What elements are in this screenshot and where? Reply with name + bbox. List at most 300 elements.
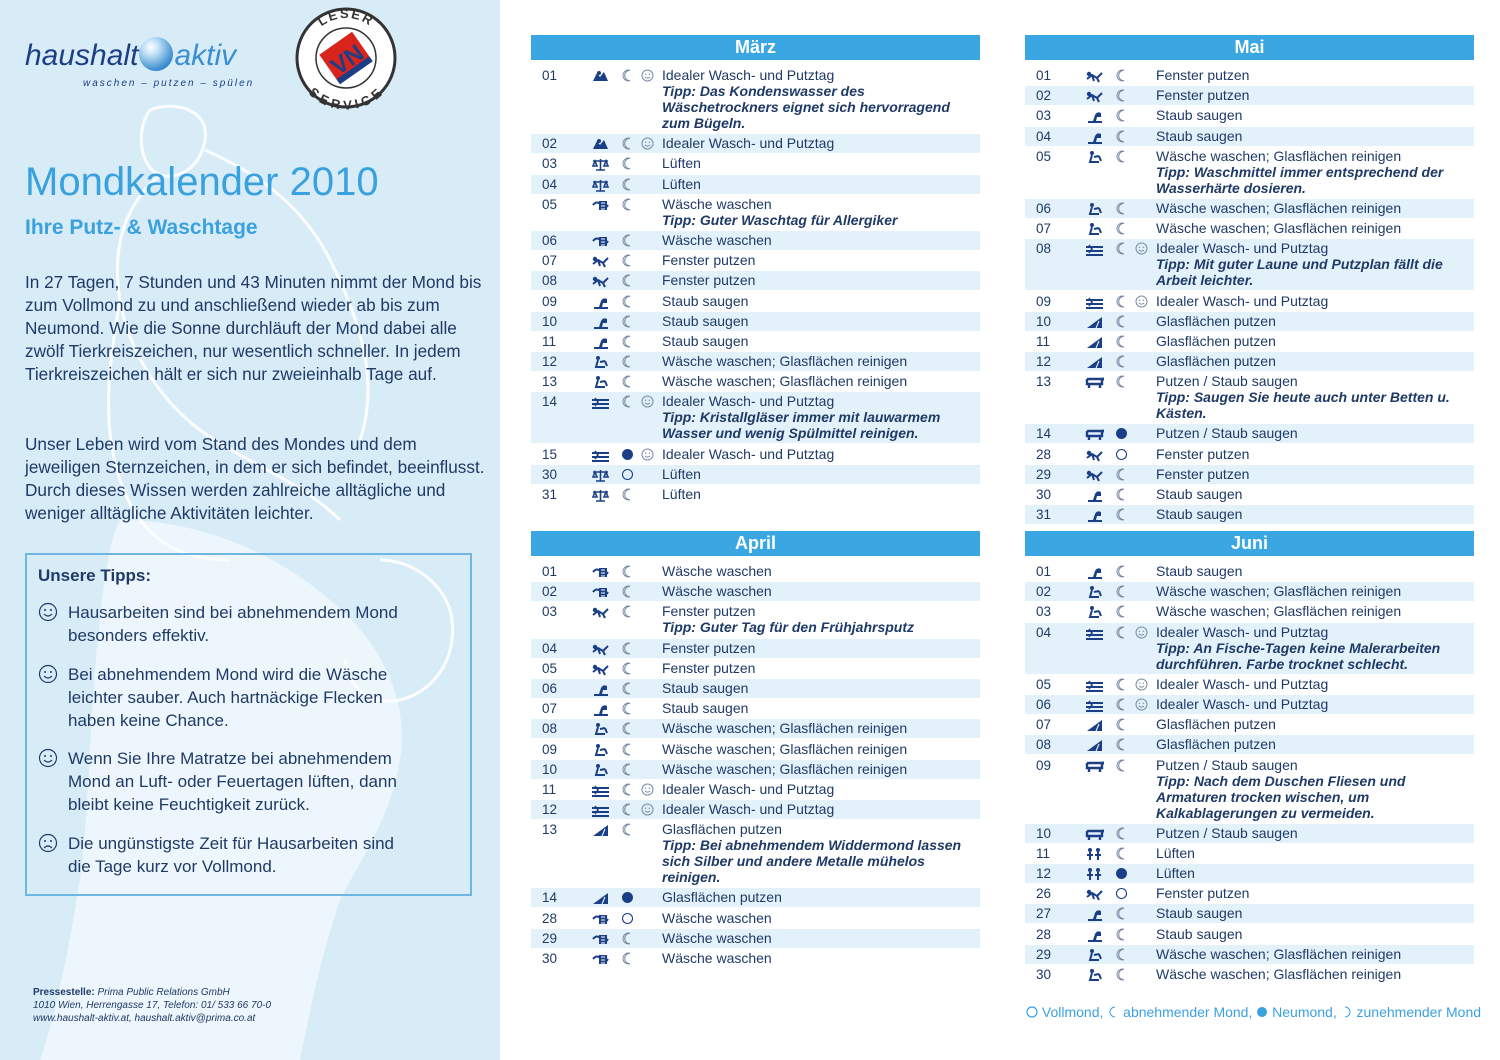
calendar-row <box>1025 756 1474 823</box>
waxing-moon-icon <box>1341 1006 1353 1018</box>
happy-face-icon <box>1135 242 1148 255</box>
happy-face-icon <box>641 783 654 796</box>
calendar-row <box>1025 86 1474 105</box>
happy-face-icon <box>641 803 654 816</box>
month-table-mai <box>1025 35 1474 525</box>
calendar-row <box>531 740 980 759</box>
loewe-zodiac-icon <box>591 682 610 696</box>
tip-item <box>38 601 418 647</box>
day-number: 04 <box>542 176 558 192</box>
steinbock-zodiac-icon <box>591 823 610 837</box>
full-moon-icon <box>1115 887 1128 900</box>
happy-face-icon <box>38 748 58 768</box>
waning-moon-icon <box>1115 678 1128 691</box>
day-number: 10 <box>542 761 558 777</box>
day-number: 03 <box>1036 604 1052 620</box>
calendar-row <box>531 231 980 250</box>
stier-zodiac-icon <box>591 137 610 151</box>
day-number: 05 <box>542 196 558 212</box>
calendar-row <box>531 719 980 738</box>
wassermann-zodiac-icon <box>1085 222 1104 236</box>
task-text: Lüften <box>662 155 701 172</box>
task-text: Fenster putzen <box>1156 885 1250 902</box>
day-number: 04 <box>1036 624 1052 640</box>
tip-text: Tipp: Waschmittel immer entsprechend der Wasserhärte dosieren. <box>1156 163 1444 196</box>
full-moon-icon <box>621 468 634 481</box>
wassermann-zodiac-icon <box>591 375 610 389</box>
month-rows <box>1025 562 1474 984</box>
day-number: 15 <box>542 446 558 462</box>
day-number: 28 <box>1036 926 1052 942</box>
waning-moon-icon <box>1115 605 1128 618</box>
loewe-zodiac-icon <box>1085 488 1104 502</box>
task-text: Lüften <box>1156 844 1195 861</box>
zwillinge-zodiac-icon <box>1085 867 1104 881</box>
tip-item <box>38 832 418 878</box>
fische-zodiac-icon <box>591 395 610 409</box>
tip-item <box>38 663 418 732</box>
krebs-zodiac-icon <box>591 565 610 579</box>
calendar-row <box>531 445 980 464</box>
waning-moon-icon <box>1115 375 1128 388</box>
waning-moon-icon <box>1115 109 1128 122</box>
waning-moon-icon <box>1115 718 1128 731</box>
waning-moon-icon <box>621 198 634 211</box>
waning-moon-icon <box>1115 759 1128 772</box>
task-text: Glasflächen putzen <box>1156 332 1276 349</box>
wassermann-zodiac-icon <box>591 763 610 777</box>
widder-zodiac-icon <box>1085 887 1104 901</box>
wassermann-zodiac-icon <box>1085 605 1104 619</box>
krebs-zodiac-icon <box>591 952 610 966</box>
stamp-text-top: LESER <box>314 6 377 29</box>
calendar-row <box>531 582 980 601</box>
widder-zodiac-icon <box>1085 448 1104 462</box>
loewe-zodiac-icon <box>591 315 610 329</box>
task-text: Fenster putzen <box>662 252 756 269</box>
day-number: 03 <box>542 604 558 620</box>
task-text: Staub saugen <box>1156 486 1243 502</box>
calendar-row <box>531 271 980 290</box>
task-text: Putzen / Staub saugen <box>1156 824 1298 841</box>
fische-zodiac-icon <box>591 783 610 797</box>
task-text: Wäsche waschen <box>662 583 772 600</box>
day-number: 10 <box>1036 825 1052 841</box>
calendar-row <box>1025 602 1474 621</box>
task-text: Wäsche waschen; Glasflächen reinigen <box>662 720 908 737</box>
waning-moon-icon <box>621 682 634 695</box>
jungfrau-zodiac-icon <box>1085 427 1104 441</box>
waning-moon-icon <box>621 823 634 836</box>
day-number: 08 <box>542 273 558 289</box>
sad-face-icon <box>38 833 58 853</box>
waning-moon-icon <box>1115 827 1128 840</box>
calendar-row <box>1025 735 1474 754</box>
task-text: Wäsche waschen; Glasflächen reinigen <box>1156 199 1402 216</box>
new-moon-icon <box>1115 867 1128 880</box>
task-text: Idealer Wasch- und Putztag <box>1156 675 1329 692</box>
day-number: 30 <box>542 951 558 966</box>
calendar-row <box>1025 582 1474 601</box>
waning-moon-icon <box>1115 968 1128 981</box>
task-text: Lüften <box>662 486 701 502</box>
new-moon-icon <box>621 891 634 904</box>
task-text: Staub saugen <box>1156 127 1243 144</box>
calendar-row <box>1025 562 1474 581</box>
waning-moon-icon <box>621 743 634 756</box>
task-text: Idealer Wasch- und Putztag <box>1156 292 1329 309</box>
task-text: Idealer Wasch- und Putztag <box>662 393 835 410</box>
steinbock-zodiac-icon <box>1085 315 1104 329</box>
calendar-row <box>1025 239 1474 290</box>
day-number: 10 <box>1036 313 1052 329</box>
tip-text: Tipp: Nach dem Duschen Fliesen und Armaturen trocken wischen, um Kalkablagerungen zu vermeiden. <box>1156 772 1406 821</box>
calendar-row <box>1025 623 1474 674</box>
task-text: Idealer Wasch- und Putztag <box>1156 240 1329 257</box>
legend-full: Vollmond, <box>1041 1004 1104 1020</box>
calendar-row <box>531 485 980 504</box>
day-number: 06 <box>542 232 558 248</box>
wassermann-zodiac-icon <box>1085 948 1104 962</box>
task-text: Glasflächen putzen <box>1156 716 1276 733</box>
press-contact <box>33 986 271 1025</box>
waning-moon-icon <box>621 932 634 945</box>
tips-heading: Unsere Tipps: <box>38 566 152 585</box>
day-number: 07 <box>542 253 558 269</box>
day-number: 11 <box>542 781 557 797</box>
calendar-row <box>531 392 980 443</box>
wassermann-zodiac-icon <box>1085 202 1104 216</box>
waning-moon-icon <box>621 69 634 82</box>
stamp-text-bottom: SERVICE <box>306 84 386 110</box>
task-text: Wäsche waschen; Glasflächen reinigen <box>662 353 908 370</box>
calendar-row <box>1025 199 1474 218</box>
waning-moon-icon <box>621 783 634 796</box>
day-number: 01 <box>1036 68 1052 83</box>
tip-text: Die ungünstigste Zeit für Hausarbeiten sind die Tage kurz vor Vollmond. <box>68 834 395 876</box>
day-number: 01 <box>1036 564 1052 579</box>
waning-moon-icon <box>621 295 634 308</box>
day-number: 11 <box>1036 333 1051 349</box>
task-text: Idealer Wasch- und Putztag <box>662 780 835 797</box>
waning-moon-icon <box>621 803 634 816</box>
day-number: 14 <box>542 394 558 410</box>
month-table-juni <box>1025 531 1474 985</box>
day-number: 07 <box>1036 717 1052 733</box>
waning-moon-icon <box>1115 242 1128 255</box>
task-text: Wäsche waschen; Glasflächen reinigen <box>1156 583 1402 600</box>
waning-moon-icon <box>1115 89 1128 102</box>
stier-zodiac-icon <box>591 69 610 83</box>
waning-moon-icon <box>621 662 634 675</box>
calendar-row <box>1025 485 1474 504</box>
task-text: Fenster putzen <box>662 272 756 289</box>
task-text: Glasflächen putzen <box>662 821 782 838</box>
day-number: 02 <box>1036 88 1052 104</box>
widder-zodiac-icon <box>1085 89 1104 103</box>
calendar-row <box>1025 824 1474 843</box>
task-text: Lüften <box>662 175 701 192</box>
task-text: Wäsche waschen <box>662 929 772 946</box>
happy-face-icon <box>641 448 654 461</box>
waning-moon-icon <box>621 234 634 247</box>
calendar-row <box>531 820 980 887</box>
calendar-row <box>531 312 980 331</box>
day-number: 05 <box>1036 676 1052 692</box>
steinbock-zodiac-icon <box>1085 355 1104 369</box>
waning-moon-icon <box>621 254 634 267</box>
page-subtitle: Ihre Putz- & Waschtage <box>25 216 258 239</box>
krebs-zodiac-icon <box>591 912 610 926</box>
calendar-row <box>531 888 980 907</box>
footer-address: 1010 Wien, Herrengasse 17, Telefon: 01/ 533 66 70-0 <box>33 1000 272 1011</box>
waning-moon-icon <box>621 335 634 348</box>
tip-text: Tipp: An Fische-Tagen keine Malerarbeiten durchführen. Farbe trocknet schlecht. <box>1156 639 1441 672</box>
calendar-row <box>531 602 980 637</box>
task-text: Fenster putzen <box>662 639 756 656</box>
tip-text: Wenn Sie Ihre Matratze bei abnehmendem Mond an Luft- oder Feuertagen lüften, dann bleibt keine Feuchtigkeit zurück. <box>68 749 397 814</box>
day-number: 13 <box>542 822 558 838</box>
waning-moon-icon <box>621 642 634 655</box>
calendar-row <box>531 372 980 391</box>
calendar-row <box>531 562 980 581</box>
brand-name-part2: aktiv <box>174 39 237 72</box>
waning-moon-icon <box>621 702 634 715</box>
tip-text: Tipp: Das Kondenswasser des Wäschetrockners eignet sich hervorragend zum Bügeln. <box>662 83 950 131</box>
waning-moon-icon <box>1115 69 1128 82</box>
waning-moon-icon <box>621 395 634 408</box>
month-table-april <box>531 531 980 969</box>
calendar-row <box>531 909 980 928</box>
task-text: Staub saugen <box>1156 563 1243 579</box>
day-number: 09 <box>542 741 558 757</box>
calendar-row <box>1025 925 1474 944</box>
calendar-row <box>1025 945 1474 964</box>
wassermann-zodiac-icon <box>591 355 610 369</box>
krebs-zodiac-icon <box>591 932 610 946</box>
day-number: 30 <box>542 466 558 482</box>
waning-moon-icon <box>621 585 634 598</box>
month-rows <box>531 562 980 968</box>
waning-moon-icon <box>621 488 634 501</box>
task-text: Wäsche waschen; Glasflächen reinigen <box>1156 945 1402 962</box>
fische-zodiac-icon <box>1085 678 1104 692</box>
task-text: Wäsche waschen; Glasflächen reinigen <box>662 760 908 777</box>
task-text: Fenster putzen <box>1156 87 1250 104</box>
loewe-zodiac-icon <box>1085 109 1104 123</box>
footer-web-email: www.haushalt-aktiv.at, haushalt.aktiv@prima.co.at <box>33 1013 256 1024</box>
krebs-zodiac-icon <box>591 234 610 248</box>
task-text: Fenster putzen <box>662 603 756 620</box>
stamp-center: VN <box>326 39 369 81</box>
task-text: Wäsche waschen; Glasflächen reinigen <box>662 740 908 757</box>
calendar-row <box>1025 312 1474 331</box>
full-moon-icon <box>621 912 634 925</box>
day-number: 07 <box>542 701 558 717</box>
day-number: 11 <box>542 333 557 349</box>
new-moon-icon <box>621 448 634 461</box>
waage-zodiac-icon <box>591 488 610 502</box>
month-rows <box>1025 66 1474 524</box>
day-number: 28 <box>1036 446 1052 462</box>
loewe-zodiac-icon <box>591 335 610 349</box>
waning-moon-icon <box>1115 585 1128 598</box>
calendar-row <box>1025 424 1474 443</box>
zwillinge-zodiac-icon <box>1085 847 1104 861</box>
task-text: Idealer Wasch- und Putztag <box>662 67 835 83</box>
happy-face-icon <box>38 602 58 622</box>
waage-zodiac-icon <box>591 178 610 192</box>
krebs-zodiac-icon <box>591 198 610 212</box>
waning-moon-icon <box>1115 335 1128 348</box>
calendar-row <box>531 195 980 230</box>
tips-box <box>25 553 472 896</box>
tip-text: Tipp: Guter Tag für den Frühjahrsputz <box>662 619 914 636</box>
day-number: 02 <box>542 136 558 152</box>
waning-moon-icon <box>621 375 634 388</box>
calendar-row <box>1025 352 1474 371</box>
widder-zodiac-icon <box>591 662 610 676</box>
calendar-row <box>531 639 980 658</box>
task-text: Glasflächen putzen <box>1156 353 1276 370</box>
loewe-zodiac-icon <box>1085 130 1104 144</box>
month-header: Mai <box>1025 35 1474 60</box>
task-text: Fenster putzen <box>1156 445 1250 462</box>
calendar-row <box>1025 715 1474 734</box>
calendar-row <box>1025 675 1474 694</box>
waning-moon-icon <box>1115 508 1128 521</box>
day-number: 12 <box>542 802 558 818</box>
loewe-zodiac-icon <box>1085 508 1104 522</box>
calendar-row <box>531 760 980 779</box>
bubble-logo-icon <box>139 37 173 71</box>
task-text: Wäsche waschen <box>662 195 772 212</box>
left-panel <box>0 0 500 1060</box>
tip-text: Tipp: Guter Waschtag für Allergiker <box>662 211 898 228</box>
calendar-row <box>1025 695 1474 714</box>
loewe-zodiac-icon <box>591 702 610 716</box>
day-number: 03 <box>1036 108 1052 124</box>
calendar-row <box>1025 219 1474 238</box>
calendar-row <box>1025 292 1474 311</box>
loewe-zodiac-icon <box>1085 928 1104 942</box>
day-number: 05 <box>1036 148 1052 164</box>
happy-face-icon <box>1135 698 1148 711</box>
month-rows <box>531 66 980 504</box>
calendar-row <box>531 699 980 718</box>
day-number: 09 <box>542 293 558 309</box>
day-number: 09 <box>1036 757 1052 773</box>
month-header: März <box>531 35 980 60</box>
waning-moon-icon <box>1115 315 1128 328</box>
footer-company: Prima Public Relations GmbH <box>97 987 230 998</box>
waning-moon-icon <box>1107 1006 1119 1018</box>
brand-tagline: waschen – putzen – spülen <box>83 78 255 89</box>
moon-legend <box>1026 1004 1482 1020</box>
calendar-row <box>531 780 980 799</box>
task-text: Staub saugen <box>1156 925 1243 942</box>
intro-paragraph-1: In 27 Tagen, 7 Stunden und 43 Minuten nimmt der Mond bis zum Vollmond zu und anschließend wieder ab bis zum Neumond. Wie die Sonne durchläuft der Mond dabei alle zwölf Tierkreiszeichen, nur wesentlich schneller. In jedem Tierkreiszeichen hält er sich nur zweieinhalb Tage auf. <box>25 272 482 384</box>
waning-moon-icon <box>1115 698 1128 711</box>
happy-face-icon <box>1135 678 1148 691</box>
happy-face-icon <box>641 395 654 408</box>
day-number: 29 <box>542 930 558 946</box>
month-table-maerz <box>531 35 980 505</box>
page-title: Mondkalender 2010 <box>25 160 379 204</box>
waning-moon-icon <box>1115 222 1128 235</box>
wassermann-zodiac-icon <box>1085 150 1104 164</box>
waning-moon-icon <box>1115 150 1128 163</box>
calendar-row <box>1025 445 1474 464</box>
day-number: 11 <box>1036 845 1051 861</box>
widder-zodiac-icon <box>1085 468 1104 482</box>
brand-logo <box>25 36 275 96</box>
task-text: Putzen / Staub saugen <box>1156 373 1298 390</box>
day-number: 01 <box>542 68 558 83</box>
loewe-zodiac-icon <box>1085 907 1104 921</box>
day-number: 28 <box>542 910 558 926</box>
steinbock-zodiac-icon <box>1085 718 1104 732</box>
footer-label: Pressestelle: <box>33 987 95 998</box>
day-number: 08 <box>542 721 558 737</box>
day-number: 09 <box>1036 293 1052 309</box>
calendar-row <box>531 175 980 194</box>
task-text: Putzen / Staub saugen <box>1156 425 1298 442</box>
task-text: Lüften <box>662 465 701 482</box>
tip-text: Tipp: Bei abnehmendem Widdermond lassen sich Silber und andere Metalle mühelos reinigen. <box>662 837 962 886</box>
calendar-row <box>531 66 980 133</box>
calendar-row <box>531 465 980 484</box>
intro-paragraph-2: Unser Leben wird vom Stand des Mondes und dem jeweiligen Sternzeichen, in dem er sich befindet, beeinflusst. Durch dieses Wissen werden zahlreiche alltägliche und weniger alltägliche Aktivitäten leichter. <box>25 434 485 523</box>
calendar-row <box>531 154 980 173</box>
waning-moon-icon <box>1115 565 1128 578</box>
task-text: Staub saugen <box>1156 107 1243 124</box>
calendar-row <box>1025 864 1474 883</box>
calendar-row <box>531 949 980 968</box>
wassermann-zodiac-icon <box>1085 968 1104 982</box>
day-number: 31 <box>542 487 558 502</box>
calendar-row <box>1025 844 1474 863</box>
task-text: Staub saugen <box>662 292 749 309</box>
calendar-row <box>1025 66 1474 85</box>
waning-moon-icon <box>1115 907 1128 920</box>
tip-text: Tipp: Saugen Sie heute auch unter Betten u. Kästen. <box>1156 389 1450 422</box>
widder-zodiac-icon <box>591 642 610 656</box>
calendar-row <box>531 800 980 819</box>
month-header: April <box>531 531 980 556</box>
waning-moon-icon <box>621 722 634 735</box>
legend-waxing: zunehmender Mond <box>1356 1004 1482 1020</box>
waning-moon-icon <box>1115 488 1128 501</box>
calendar-row <box>1025 465 1474 484</box>
day-number: 08 <box>1036 241 1052 257</box>
calendar-row <box>531 929 980 948</box>
tip-text: Tipp: Kristallgläser immer mit lauwarmem Wasser und wenig Spülmittel reinigen. <box>662 409 941 442</box>
day-number: 27 <box>1036 906 1052 922</box>
day-number: 07 <box>1036 221 1052 237</box>
calendar-row <box>531 679 980 698</box>
full-moon-icon <box>1026 1006 1038 1018</box>
waning-moon-icon <box>621 605 634 618</box>
day-number: 06 <box>1036 696 1052 712</box>
task-text: Putzen / Staub saugen <box>1156 756 1298 773</box>
task-text: Idealer Wasch- und Putztag <box>1156 695 1329 712</box>
day-number: 12 <box>1036 354 1052 370</box>
calendar-row <box>531 292 980 311</box>
waning-moon-icon <box>1115 948 1128 961</box>
calendar-row <box>1025 505 1474 524</box>
task-text: Wäsche waschen <box>662 563 772 579</box>
